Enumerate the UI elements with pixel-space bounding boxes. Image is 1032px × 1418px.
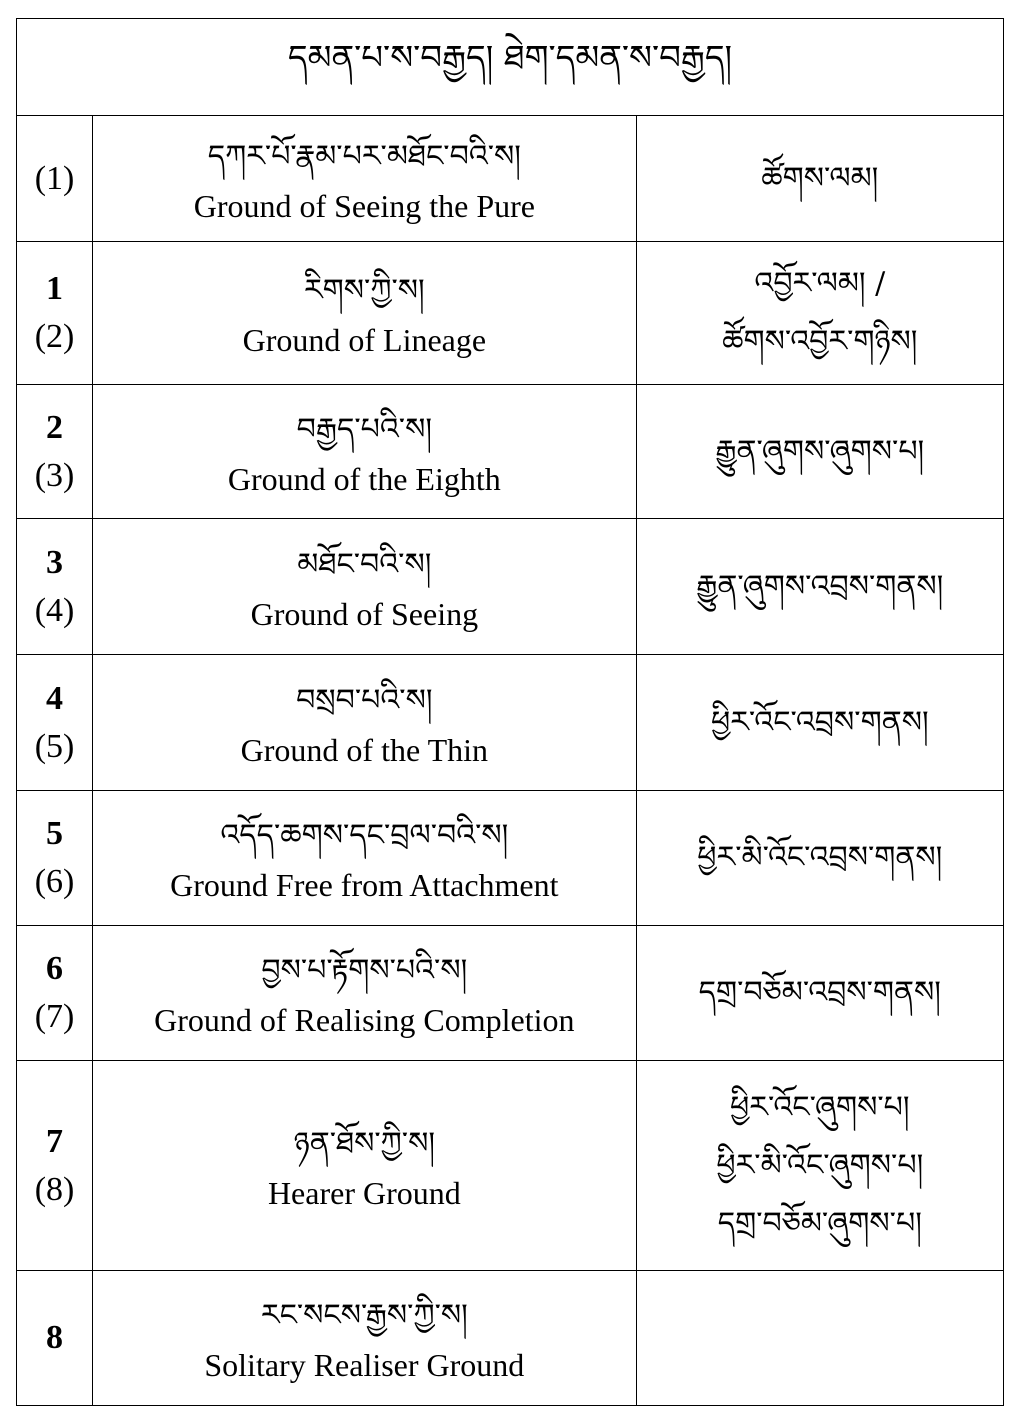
ground-name [93,791,637,926]
ground-name [93,116,637,242]
ground-name [93,242,637,385]
path-cell: ཕྱིར་མི་འོང་འབྲས་གནས། [636,791,1003,926]
row-number: 4 (5) [17,655,93,791]
ground-name-tibetan: འདོད་ཆགས་དང་བྲལ་བའི་ས། [220,818,509,853]
path-cell: ཚོགས་ལམ། [636,116,1003,242]
ground-name [93,385,637,519]
table-row [17,116,1004,242]
table-row [17,1271,1004,1406]
row-number: 7 (8) [17,1061,93,1271]
ground-name-tibetan: རང་སངས་རྒྱས་ཀྱི་ས། [260,1298,468,1333]
ground-name-tibetan: ཉན་ཐོས་ཀྱི་ས། [293,1125,436,1161]
row-number: 2 (3) [17,385,93,519]
row-number: 8 [17,1271,93,1406]
ground-name [93,519,637,655]
ground-name-tibetan: བརྒྱད་པའི་ས། [296,411,433,447]
ground-name [93,926,637,1061]
ground-name-english: Ground of Seeing [250,595,479,632]
ground-name-english: Ground of Seeing the Pure [193,187,535,224]
path-cell: འབྱོར་ལམ། / ཚོགས་འབྱོར་གཉིས། [636,242,1003,385]
row-number: 1 (2) [17,242,93,385]
ground-name-english: Ground of the Thin [240,731,489,768]
table-row [17,926,1004,1061]
table-row [17,791,1004,926]
ground-name-english: Hearer Ground [267,1174,461,1211]
ground-name-tibetan: རིགས་ཀྱི་ས། [303,273,425,308]
grounds-table [16,18,1004,1406]
table-row [17,519,1004,655]
ground-name-english: Ground of Realising Completion [154,1002,575,1038]
ground-name-english: Ground of Lineage [242,322,487,358]
ground-name-english: Ground Free from Attachment [170,867,559,903]
ground-name-tibetan: དཀར་པོ་རྣམ་པར་མཐོང་བའི་ས། [207,138,521,174]
ground-name-tibetan: བསྲབ་པའི་ས། [296,682,433,718]
ground-name-tibetan: མཐོང་བའི་ས། [297,546,432,582]
ground-name [93,655,637,791]
ground-name [93,1061,637,1271]
ground-name-english: Solitary Realiser Ground [204,1347,525,1383]
path-cell [636,1271,1003,1406]
path-cell: ཕྱིར་འོང་འབྲས་གནས། [636,655,1003,791]
row-number: (1) [17,116,93,242]
table-row [17,385,1004,519]
ground-name-tibetan: བྱས་པ་རྟོགས་པའི་ས། [261,953,468,988]
path-cell: རྒྱུན་ཞུགས་ཞུགས་པ། [636,385,1003,519]
ground-name [93,1271,637,1406]
ground-name-english: Ground of the Eighth [227,460,501,497]
row-number: 3 (4) [17,519,93,655]
table-row [17,655,1004,791]
table-header: དམན་པ་ས་བརྒྱད། ཐེག་དམན་ས་བརྒྱད། [17,19,1004,116]
table-row [17,1061,1004,1271]
path-cell: ཕྱིར་འོང་ཞུགས་པ། ཕྱིར་མི་འོང་ཞུགས་པ། དགྲ་བཅོམ་ཞུགས་པ། [636,1061,1003,1271]
path-cell: རྒྱུན་ཞུགས་འབྲས་གནས། [636,519,1003,655]
row-number: 5 (6) [17,791,93,926]
path-cell: དགྲ་བཅོམ་འབྲས་གནས། [636,926,1003,1061]
table-row [17,242,1004,385]
row-number: 6 (7) [17,926,93,1061]
